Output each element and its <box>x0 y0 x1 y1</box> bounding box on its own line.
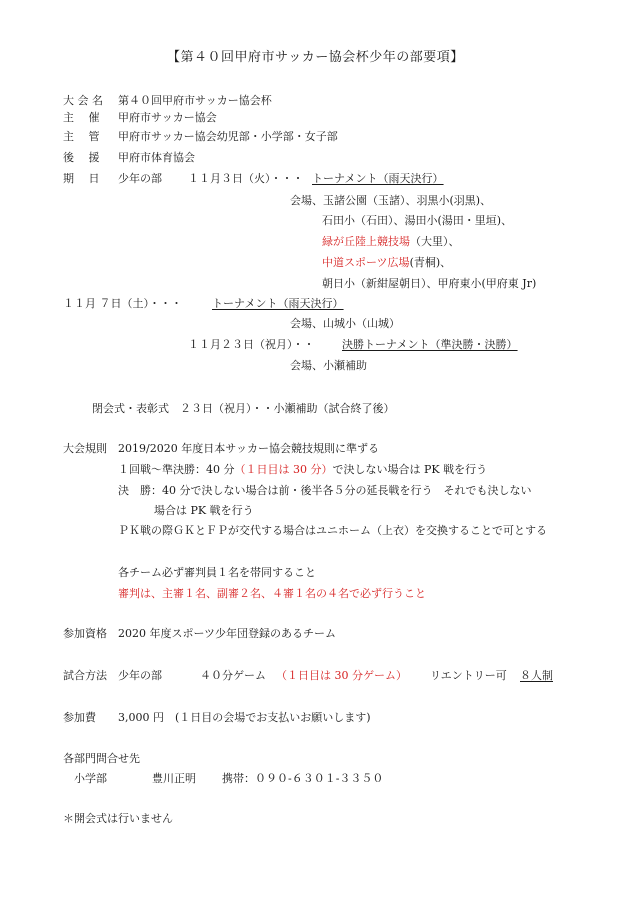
eligibility-label: 参加資格 <box>63 627 107 640</box>
taikai-label: 大 会 名 <box>63 94 103 107</box>
match-time: ４０分ゲーム <box>200 669 266 682</box>
fee-value: 3,000 円 (１日目の会場でお支払いお願いします) <box>118 711 371 724</box>
title: 【第４０回甲府市サッカー協会杯少年の部要項】 <box>167 50 464 65</box>
match-players: ８人制 <box>520 669 553 682</box>
taikai-value: 第４０回甲府市サッカー協会杯 <box>118 94 272 107</box>
shukan-label: 主 管 <box>63 130 100 143</box>
eligibility-value: 2020 年度スポーツ少年団登録のあるチーム <box>118 627 337 640</box>
fee-label: 参加費 <box>63 711 96 724</box>
day1-event: トーナメント（雨天決行） <box>312 172 444 185</box>
rule1 <box>118 463 487 477</box>
contact-label: 各部門問合せ先 <box>63 752 140 765</box>
venue1-e: 朝日小（新紺屋朝日）、甲府東小(甲府東 Jr) <box>322 277 537 290</box>
day3-date: １１月２３日（祝月）・・ <box>188 338 315 351</box>
note: ＊開会式は行いません <box>63 812 173 825</box>
day2-event: トーナメント（雨天決行） <box>212 297 344 310</box>
rules-main: 2019/2020 年度日本サッカー協会競技規則に準ずる <box>118 442 379 455</box>
day2-date: １１月 ７日（土）・・・ <box>63 297 182 310</box>
day1-date: １１月３日（火）・・・ <box>188 172 304 185</box>
referee-note: 各チーム必ず審判員１名を帯同すること <box>118 566 316 579</box>
venue2: 会場、山城小（山城） <box>290 317 400 330</box>
ceremony: 閉会式・表彰式 ２３日（祝月）・・小瀬補助（試合終了後） <box>92 402 395 415</box>
shusai-value: 甲府市サッカー協会 <box>118 111 217 124</box>
venue1-d <box>322 256 451 270</box>
shukan-value: 甲府市サッカー協会幼児部・小学部・女子部 <box>118 130 338 143</box>
rules-label: 大会規則 <box>63 442 107 455</box>
rule1-pre: １回戦～準決勝：40 分 <box>118 463 235 476</box>
rule2b: 場合は PK 戦を行う <box>154 504 254 517</box>
venue1-a: 会場、玉諸公園（玉諸）、羽黒小(羽黒)、 <box>290 194 492 207</box>
rule2: 決 勝：40 分で決しない場合は前・後半各５分の延長戦を行う それでも決しない <box>118 484 532 497</box>
koen-label: 後 援 <box>63 151 100 164</box>
match-label: 試合方法 <box>63 669 107 682</box>
venue1-c-red: 緑が丘陸上競技場 <box>322 235 410 248</box>
referee-requirement: 審判は、主審１名、副審２名、４審１名の４名で必ず行うこと <box>118 587 426 600</box>
venue1-c-suffix: （大里）、 <box>410 235 460 248</box>
venue1-c <box>322 235 460 249</box>
venue1-d-suffix: (青桐)、 <box>409 256 452 269</box>
contact-dept: 小学部 <box>74 772 107 785</box>
match-division: 少年の部 <box>118 669 162 682</box>
contact-name: 豊川正明 <box>152 772 196 785</box>
contact-phone: 携帯：０９０-６３０１-３３５０ <box>222 772 384 785</box>
day3-event: 決勝トーナメント（準決勝・決勝） <box>342 338 518 351</box>
rule1-post: で決しない場合は PK 戦を行う <box>332 463 488 476</box>
koen-value: 甲府市体育協会 <box>118 151 195 164</box>
venue1-d-red: 中道スポーツ広場 <box>322 256 410 269</box>
match-reentry: リエントリー可 <box>430 669 507 682</box>
kijitsu-label: 期 日 <box>63 172 100 185</box>
day1-division: 少年の部 <box>118 172 162 185</box>
venue3: 会場、小瀬補助 <box>290 359 367 372</box>
rule1-red: （１日目は 30 分） <box>234 463 333 476</box>
shusai-label: 主 催 <box>63 111 100 124</box>
rule3: ＰＫ戦の際ＧＫとＦＰが交代する場合はユニホーム（上衣）を交換することで可とする <box>118 524 547 537</box>
venue1-b: 石田小（石田）、湯田小(湯田・里垣)、 <box>322 214 513 227</box>
match-first-day-note: （１日目は 30 分ゲーム） <box>276 669 407 682</box>
